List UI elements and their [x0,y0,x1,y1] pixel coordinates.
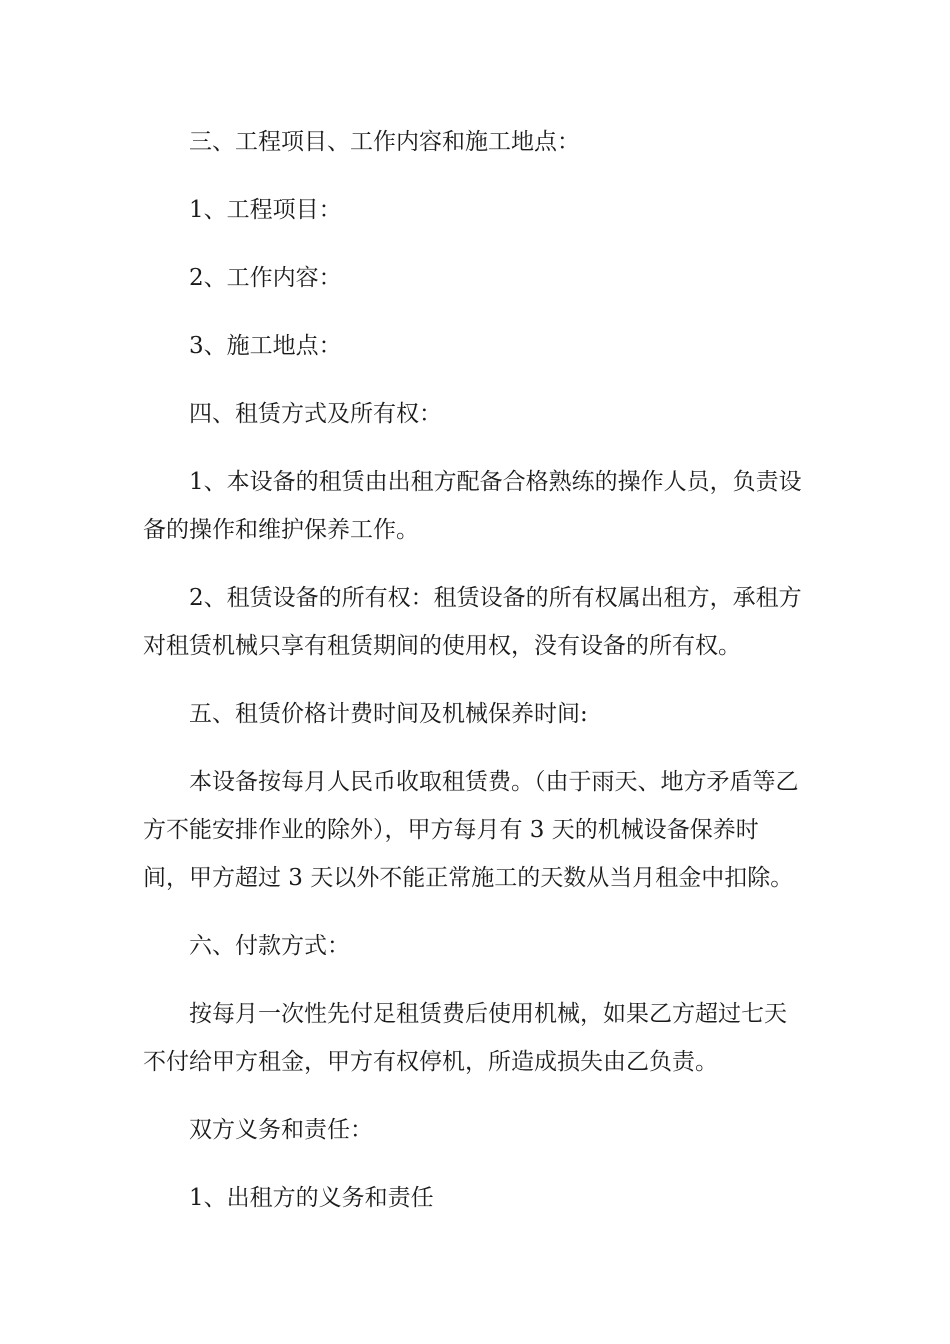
list-item-lessor-obligations: 1、出租方的义务和责任 [189,1185,434,1211]
paragraph-ownership: 2、租赁设备的所有权：租赁设备的所有权属出租方，承租方对租赁机械只享有租赁期间的使用权，没有设备的所有权。 [143,585,802,659]
paragraph-pricing: 本设备按每月人民币收取租赁费。（由于雨天、地方矛盾等乙方不能安排作业的除外），甲方每月有 3 天的机械设备保养时间，甲方超过 3 天以外不能正常施工的天数从当月租金中扣除。 [143,769,799,891]
section-heading-lease-mode: 四、租赁方式及所有权： [189,401,442,427]
paragraph-payment: 按每月一次性先付足租赁费后使用机械，如果乙方超过七天不付给甲方租金，甲方有权停机，所造成损失由乙负责。 [143,1001,787,1075]
list-item-project: 1、工程项目： [189,197,342,223]
section-heading-payment: 六、付款方式： [189,933,350,959]
section-heading-pricing: 五、租赁价格计费时间及机械保养时间: [189,701,588,727]
section-heading-obligations: 双方义务和责任： [189,1117,373,1143]
paragraph-operator: 1、本设备的租赁由出租方配备合格熟练的操作人员，负责设备的操作和维护保养工作。 [143,469,802,543]
list-item-work-content: 2、工作内容： [189,265,342,291]
list-item-site: 3、施工地点： [189,333,342,359]
section-heading-project: 三、工程项目、工作内容和施工地点： [189,129,580,155]
document-body [143,118,803,1242]
